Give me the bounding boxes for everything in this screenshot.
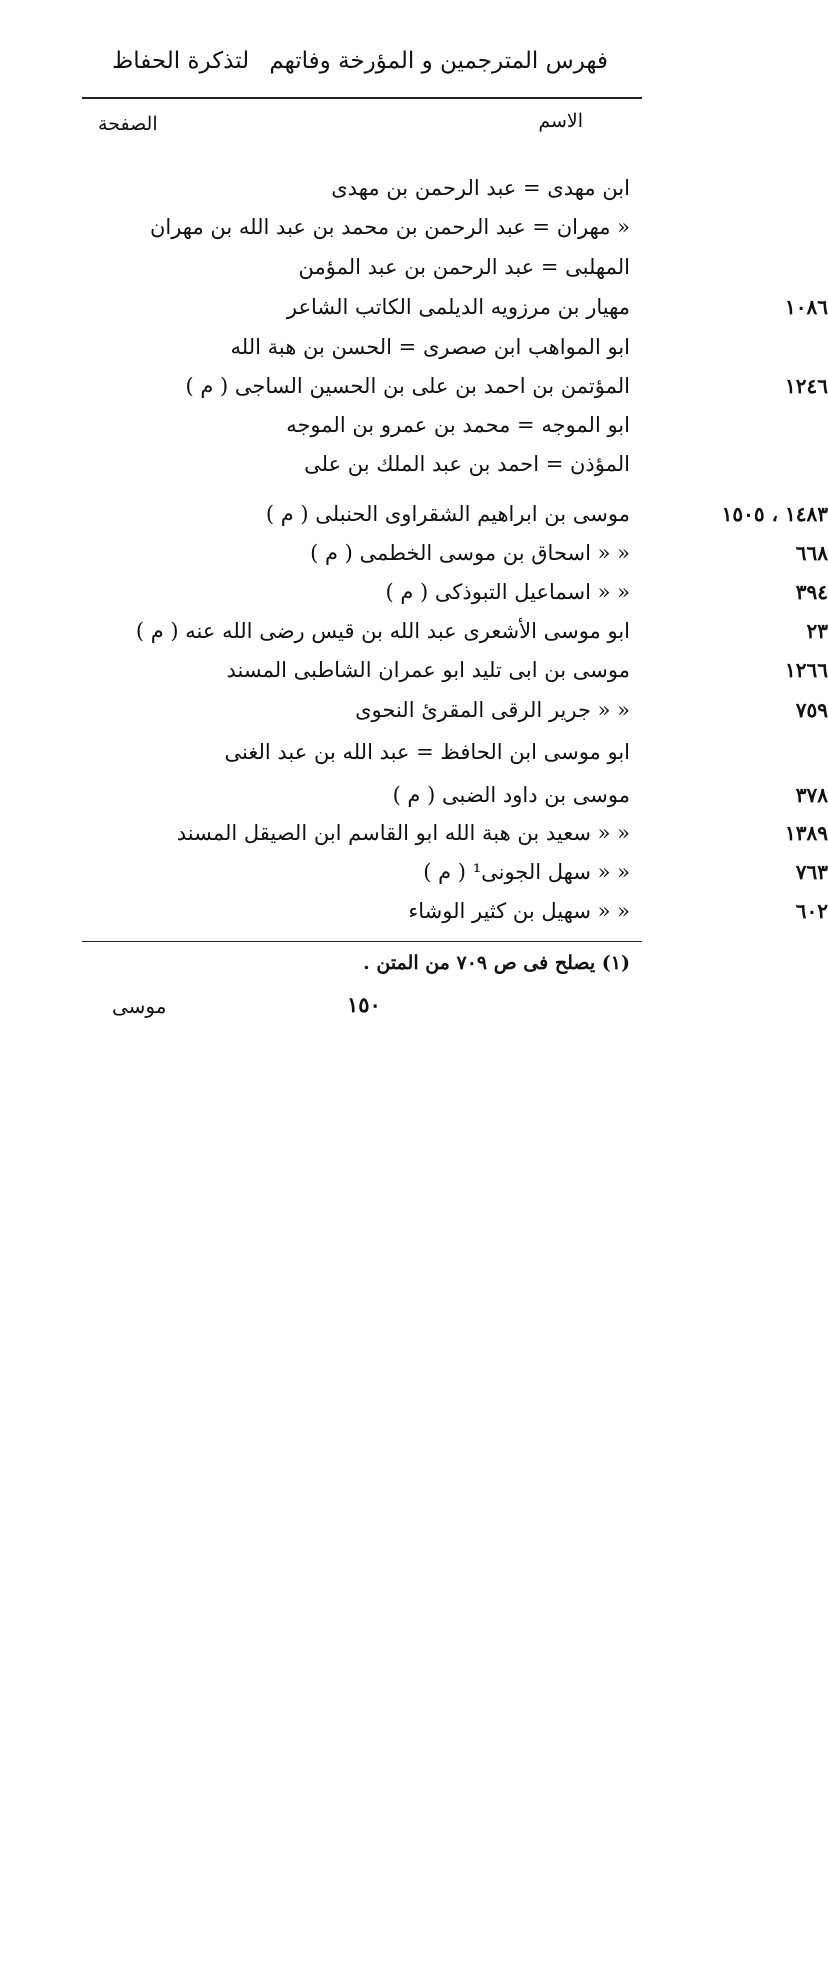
list-item — [82, 732, 630, 772]
list-item — [82, 366, 828, 406]
entry-name: المؤذن = احمد بن عبد الملك بن على — [304, 452, 630, 476]
list-item — [82, 533, 828, 573]
entry-name: « « سهل الجونى¹ ( م ) — [423, 860, 630, 884]
catchword: موسى — [112, 994, 167, 1018]
entry-page: ١٤٨٣ ، ١٥٠٥ — [721, 502, 828, 526]
list-item — [82, 891, 828, 931]
entry-name: ابو موسى ابن الحافظ = عبد الله بن عبد الغنى — [224, 740, 630, 764]
entry-page: ٣٧٨ — [795, 783, 828, 807]
entry-name: ابن مهدى = عبد الرحمن بن مهدى — [331, 176, 630, 200]
entry-page: ١٢٤٦ — [785, 374, 828, 398]
entry-page: ٦٠٢ — [795, 899, 828, 923]
entry-page: ٢٣ — [806, 619, 828, 643]
entry-name: مهيار بن مرزويه الديلمى الكاتب الشاعر — [286, 295, 630, 319]
footnote-rule — [82, 941, 642, 942]
entry-name: « مهران = عبد الرحمن بن محمد بن عبد الله بن مهران — [149, 215, 630, 239]
entry-name: موسى بن ابى تليد ابو عمران الشاطبى المسند — [226, 658, 630, 682]
entry-name: ابو موسى الأشعرى عبد الله بن قيس رضى الله عنه ( م ) — [135, 619, 630, 643]
list-item — [82, 494, 828, 534]
entry-name: موسى بن داود الضبى ( م ) — [392, 783, 630, 807]
entry-page: ٧٦٣ — [795, 860, 828, 884]
list-item — [82, 650, 828, 690]
list-item — [82, 690, 828, 730]
entry-page: ٧٥٩ — [795, 698, 828, 722]
list-item — [82, 247, 630, 287]
page-column-header: الصفحة — [98, 113, 158, 135]
entry-name: « « اسحاق بن موسى الخطمى ( م ) — [310, 541, 630, 565]
running-title: فهرس المترجمين و المؤرخة وفاتهم — [269, 48, 608, 74]
list-item — [82, 287, 828, 327]
entry-name: ابو الموجه = محمد بن عمرو بن الموجه — [286, 413, 630, 437]
entry-name: « « اسماعيل التبوذكى ( م ) — [385, 580, 630, 604]
entry-name: المؤتمن بن احمد بن على بن الحسين الساجى ( م ) — [185, 374, 630, 398]
list-item — [82, 775, 828, 815]
list-item — [82, 444, 630, 484]
list-item — [82, 852, 828, 892]
entry-name: « « سعيد بن هبة الله ابو القاسم ابن الصيقل المسند — [176, 821, 630, 845]
entry-name: ابو المواهب ابن صصرى = الحسن بن هبة الله — [230, 335, 630, 359]
entry-page: ١٣٨٩ — [785, 821, 828, 845]
entry-page: ١٢٦٦ — [785, 658, 828, 682]
name-column-header: الاسم — [538, 110, 583, 132]
book-title: لتذكرة الحفاظ — [112, 48, 250, 74]
entry-name: « « سهيل بن كثير الوشاء — [408, 899, 630, 923]
list-item — [82, 572, 828, 612]
entry-name: « « جرير الرقى المقرئ النحوى — [355, 698, 630, 722]
entry-name: المهلبى = عبد الرحمن بن عبد المؤمن — [298, 255, 630, 279]
entry-page: ٦٦٨ — [795, 541, 828, 565]
entry-page: ٣٩٤ — [795, 580, 828, 604]
entry-page: ١٠٨٦ — [785, 295, 828, 319]
list-item — [82, 813, 828, 853]
entry-name: موسى بن ابراهيم الشقراوى الحنبلى ( م ) — [265, 502, 630, 526]
list-item — [82, 327, 630, 367]
header-rule — [82, 97, 642, 99]
list-item — [82, 611, 828, 651]
list-item — [82, 207, 630, 247]
page-number: ١٥٠ — [347, 992, 381, 1017]
list-item — [82, 405, 630, 445]
list-item — [82, 168, 630, 208]
footnote: (١) يصلح فى ص ٧٠٩ من المتن . — [363, 952, 630, 974]
